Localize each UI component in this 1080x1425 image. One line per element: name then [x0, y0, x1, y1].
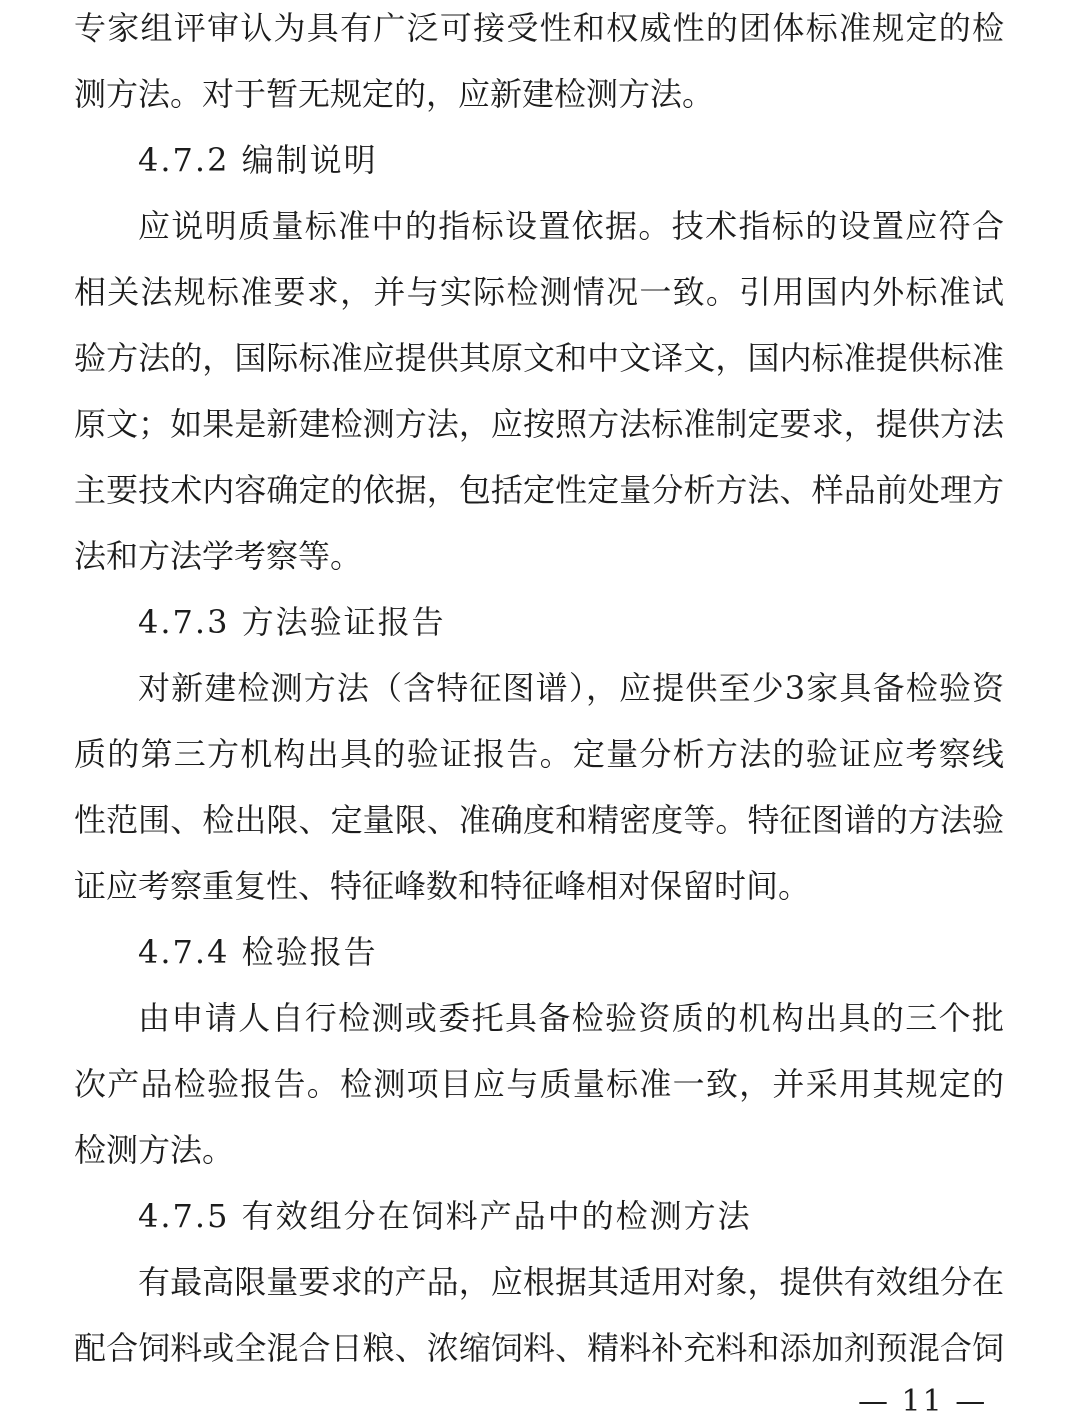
paragraph-line: 原文；如果是新建检测方法，应按照方法标准制定要求，提供方法 — [74, 405, 1004, 443]
paragraph-line: 证应考察重复性、特征峰数和特征峰相对保留时间。 — [74, 867, 811, 905]
paragraph-line: 应说明质量标准中的指标设置依据。技术指标的设置应符合 — [138, 207, 1004, 245]
paragraph-line: 专家组评审认为具有广泛可接受性和权威性的团体标准规定的检 — [74, 9, 1004, 47]
paragraph-line: 测方法。对于暂无规定的，应新建检测方法。 — [74, 75, 715, 113]
paragraph-line: 检测方法。 — [74, 1131, 235, 1169]
paragraph-line: 配合饲料或全混合日粮、浓缩饲料、精料补充料和添加剂预混合饲 — [74, 1329, 1004, 1367]
paragraph-line: 性范围、检出限、定量限、准确度和精密度等。特征图谱的方法验 — [74, 801, 1004, 839]
paragraph-line: 法和方法学考察等。 — [74, 537, 363, 575]
section-heading-4-7-2: 4.7.2 编制说明 — [138, 141, 378, 179]
paragraph-line: 有最高限量要求的产品，应根据其适用对象，提供有效组分在 — [138, 1263, 1004, 1301]
paragraph-line: 次产品检验报告。检测项目应与质量标准一致，并采用其规定的 — [74, 1065, 1004, 1103]
paragraph-line: 由申请人自行检测或委托具备检验资质的机构出具的三个批 — [138, 999, 1004, 1037]
paragraph-line: 相关法规标准要求，并与实际检测情况一致。引用国内外标准试 — [74, 273, 1004, 311]
section-heading-4-7-4: 4.7.4 检验报告 — [138, 933, 378, 971]
paragraph-line: 对新建检测方法（含特征图谱），应提供至少3家具备检验资 — [138, 669, 1004, 707]
paragraph-line: 验方法的，国际标准应提供其原文和中文译文，国内标准提供标准 — [74, 339, 1004, 377]
section-heading-4-7-5: 4.7.5 有效组分在饲料产品中的检测方法 — [138, 1197, 752, 1235]
section-heading-4-7-3: 4.7.3 方法验证报告 — [138, 603, 446, 641]
paragraph-line: 质的第三方机构出具的验证报告。定量分析方法的验证应考察线 — [74, 735, 1004, 773]
paragraph-line: 主要技术内容确定的依据，包括定性定量分析方法、样品前处理方 — [74, 471, 1004, 509]
page-number: — 11 — — [858, 1384, 988, 1419]
